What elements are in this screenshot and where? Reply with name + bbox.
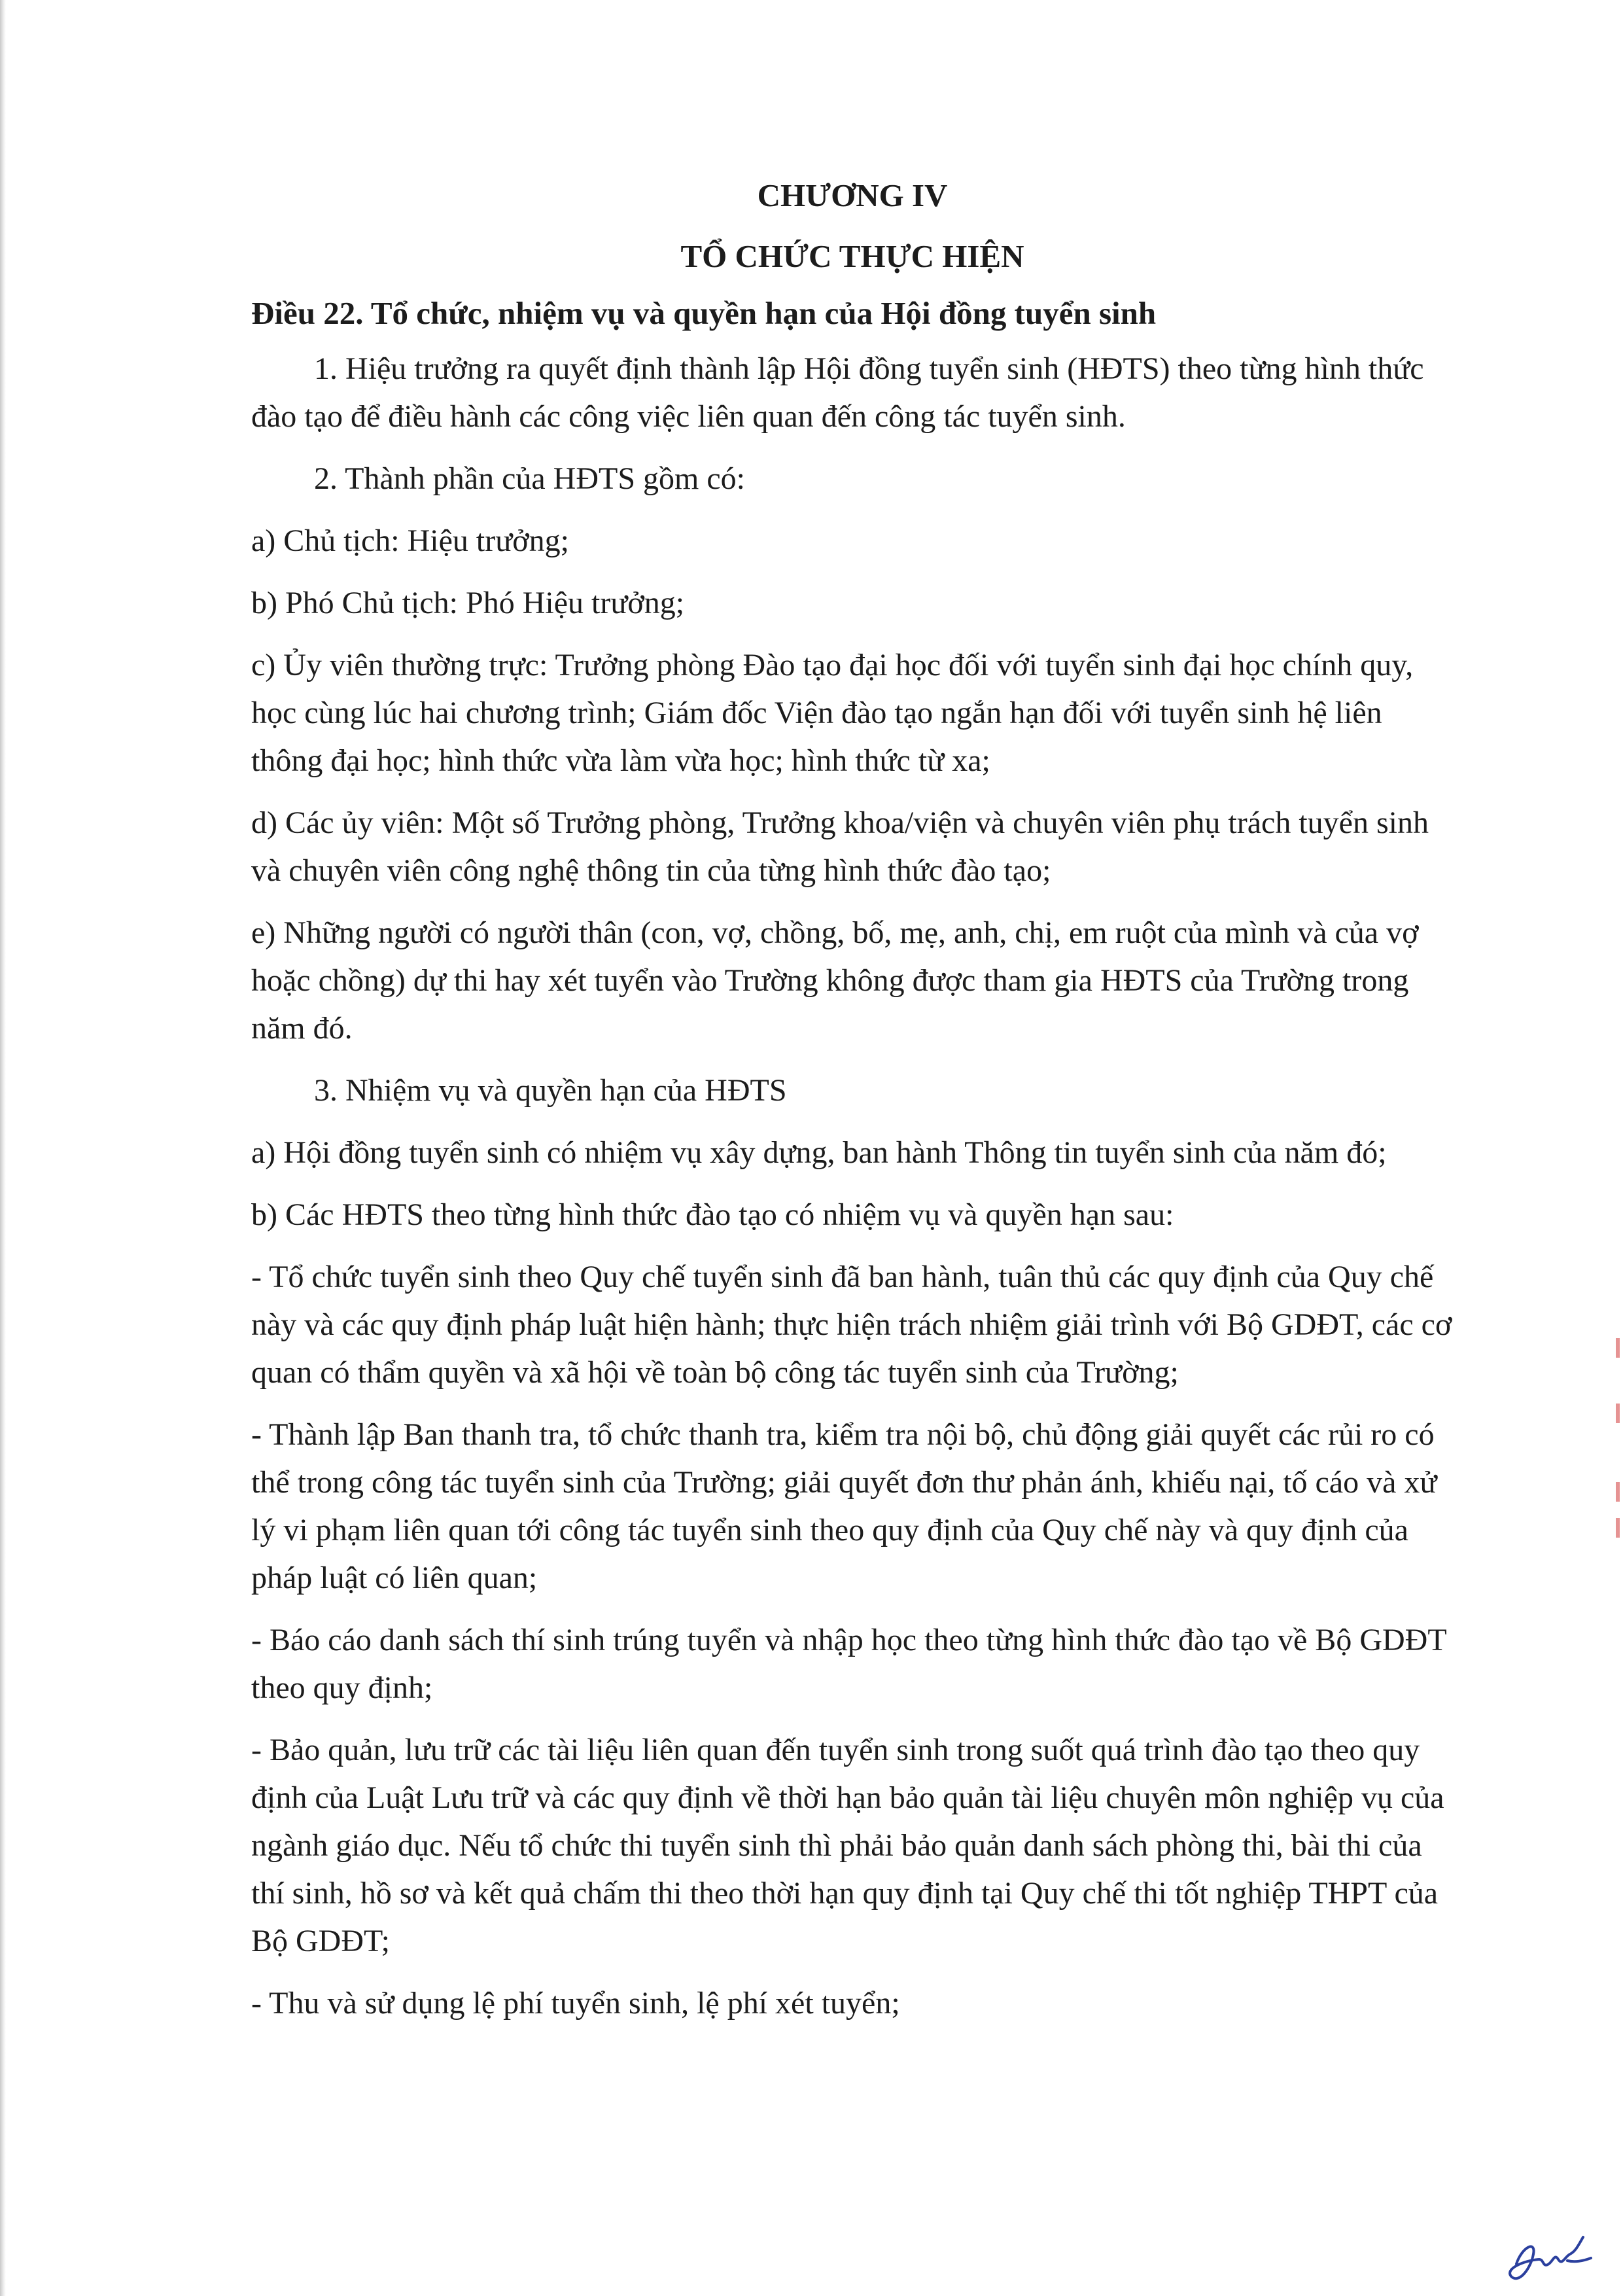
signature-initials	[1505, 2228, 1596, 2287]
dash-item-1: - Tổ chức tuyển sinh theo Quy chế tuyển sinh đã ban hành, tuân thủ các quy định của Quy chế này và các quy định pháp luật hiện hành; thực hiện trách nhiệm giải trình với Bộ GDĐT, các cơ quan có thẩm quyền và xã hội về toàn bộ công tác tuyển sinh của Trường;	[251, 1260, 1452, 1390]
dash-item-4: - Bảo quản, lưu trữ các tài liệu liên quan đến tuyển sinh trong suốt quá trình đào tạo theo quy định của Luật Lưu trữ và các quy định về thời hạn bảo quản tài liệu chuyên môn nghiệp vụ của ngành giáo dục. Nếu tổ chức thi tuyển sinh thì phải bảo quản danh sách phòng thi, bài thi của thí sinh, hồ sơ và kết quả chấm thi theo thời hạn quy định tại Quy chế thi tốt nghiệp THPT của Bộ GDĐT;	[251, 1733, 1444, 1958]
list-item-2b: b) Phó Chủ tịch: Phó Hiệu trưởng;	[251, 586, 685, 620]
article-title: Điều 22. Tổ chức, nhiệm vụ và quyền hạn của Hội đồng tuyển sinh	[251, 295, 1157, 331]
scan-edge	[0, 0, 6, 2296]
dash-item-5: - Thu và sử dụng lệ phí tuyển sinh, lệ phí xét tuyển;	[251, 1986, 900, 2021]
stamp-edge-mark	[1616, 1482, 1620, 1502]
paragraph-2: 2. Thành phần của HĐTS gồm có:	[314, 461, 745, 496]
document-body	[251, 171, 1454, 2041]
dash-item-2: - Thành lập Ban thanh tra, tổ chức thanh tra, kiểm tra nội bộ, chủ động giải quyết các rủi ro có thể trong công tác tuyển sinh của Trường; giải quyết đơn thư phản ánh, khiếu nại, tố cáo và xử lý vi phạm liên quan tới công tác tuyển sinh theo quy định của Quy chế này và quy định của pháp luật có liên quan;	[251, 1417, 1437, 1595]
list-item-3a: a) Hội đồng tuyển sinh có nhiệm vụ xây dựng, ban hành Thông tin tuyển sinh của năm đó;	[251, 1135, 1387, 1170]
list-item-2e: e) Những người có người thân (con, vợ, chồng, bố, mẹ, anh, chị, em ruột của mình và của vợ hoặc chồng) dự thi hay xét tuyển vào Trường không được tham gia HĐTS của Trường trong năm đó.	[251, 915, 1419, 1046]
stamp-edge-mark	[1616, 1404, 1620, 1423]
stamp-edge-mark	[1616, 1518, 1620, 1538]
paragraph-1: 1. Hiệu trưởng ra quyết định thành lập Hội đồng tuyển sinh (HĐTS) theo từng hình thức đào tạo để điều hành các công việc liên quan đến công tác tuyển sinh.	[251, 351, 1424, 434]
chapter-subtitle: TỔ CHỨC THỰC HIỆN	[680, 238, 1024, 274]
dash-item-3: - Báo cáo danh sách thí sinh trúng tuyển và nhập học theo từng hình thức đào tạo về Bộ GDĐT theo quy định;	[251, 1623, 1446, 1705]
list-item-2d: d) Các ủy viên: Một số Trưởng phòng, Trưởng khoa/viện và chuyên viên phụ trách tuyển sinh và chuyên viên công nghệ thông tin của từng hình thức đào tạo;	[251, 805, 1429, 888]
chapter-title: CHƯƠNG IV	[757, 177, 948, 213]
list-item-3b: b) Các HĐTS theo từng hình thức đào tạo có nhiệm vụ và quyền hạn sau:	[251, 1197, 1174, 1232]
stamp-edge-mark	[1616, 1338, 1620, 1358]
paragraph-3: 3. Nhiệm vụ và quyền hạn của HĐTS	[314, 1073, 787, 1108]
list-item-2c: c) Ủy viên thường trực: Trưởng phòng Đào tạo đại học đối với tuyển sinh đại học chính quy, học cùng lúc hai chương trình; Giám đốc Viện đào tạo ngắn hạn đối với tuyển sinh hệ liên thông đại học; hình thức vừa làm vừa học; hình thức từ xa;	[251, 648, 1414, 778]
list-item-2a: a) Chủ tịch: Hiệu trưởng;	[251, 523, 569, 558]
